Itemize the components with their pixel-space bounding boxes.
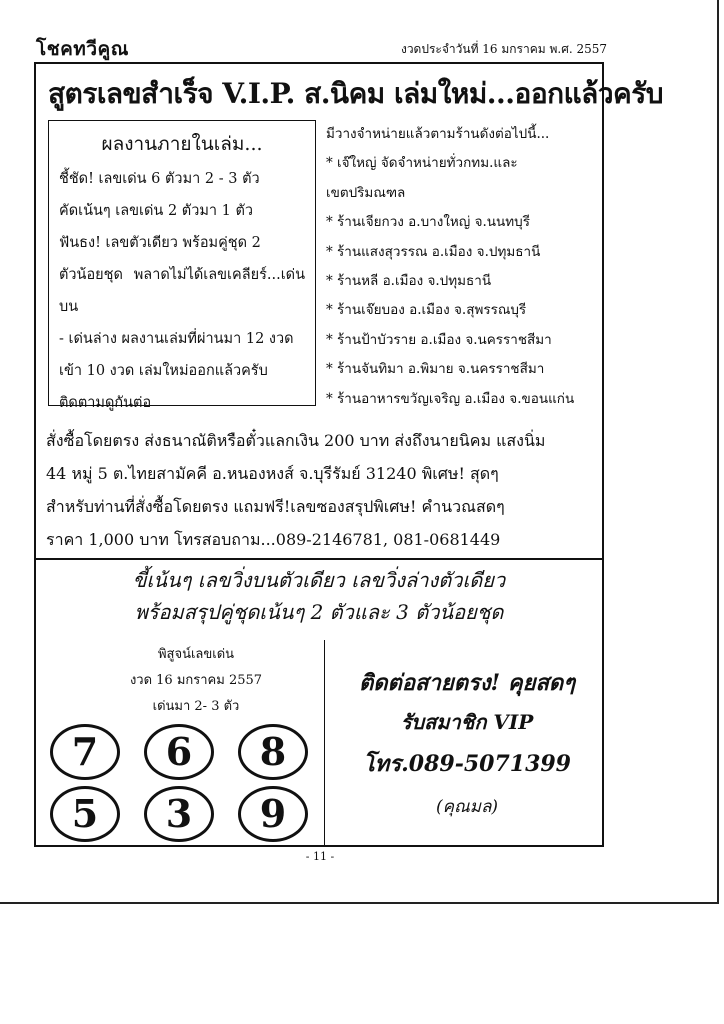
agent-line: * ร้านหลี อ.เมือง จ.ปทุมธานี bbox=[326, 273, 492, 290]
number-circle: 3 bbox=[144, 786, 214, 842]
results-heading: ผลงานภายในเล่ม... bbox=[101, 133, 263, 155]
order-line: สั่งซื้อโดยตรง ส่งธนาณัติหรือตั๋วแลกเงิน 200 บาท ส่งถึงนายนิคม แสงนิ่ม bbox=[46, 431, 546, 450]
column-divider bbox=[324, 640, 325, 845]
results-text bbox=[49, 159, 315, 419]
advert-frame bbox=[34, 62, 664, 847]
contact-headline: ติดต่อสายตรง! คุยสดๆ bbox=[358, 670, 576, 696]
agent-line: * ร้านอาหารขวัญเจริญ อ.เมือง จ.ขอนแก่น bbox=[326, 390, 575, 407]
number-circle: 5 bbox=[50, 786, 120, 842]
results-line: ตัวน้อยชุด พลาดไม่ได้เลขเคลียร์...เด่นบน bbox=[59, 267, 305, 315]
advert-title: สูตรเลขสำเร็จ V.I.P. ส.นิคม เล่มใหม่...ออกแล้วครับ bbox=[48, 77, 664, 110]
draw-date: งวดประจำวันที่ 16 มกราคม พ.ศ. 2557 bbox=[400, 42, 607, 56]
page-number: - 11 - bbox=[305, 850, 335, 863]
order-line: สำหรับท่านที่สั่งซื้อโดยตรง แถมฟรี!เลขซองสรุปพิเศษ! คำนวณสดๆ bbox=[46, 497, 505, 516]
section-divider bbox=[36, 558, 602, 560]
results-line: เข้า 10 งวด เล่มใหม่ออกแล้วครับ bbox=[59, 363, 268, 379]
order-line: ราคา 1,000 บาท โทรสอบถาม...089-2146781, 081-0681449 bbox=[46, 530, 501, 549]
promo-line: ขี้เน้นๆ เลขวิ่งบนตัวเดียว เลขวิ่งล่างตัวเดียว bbox=[132, 568, 506, 592]
proof-draw: งวด 16 มกราคม 2557 bbox=[129, 673, 263, 688]
order-line: 44 หมู่ 5 ต.ไทยสามัคคี อ.หนองหงส์ จ.บุรีรัมย์ 31240 พิเศษ! สุดๆ bbox=[46, 464, 499, 483]
results-line: ฟันธง! เลขตัวเดียว พร้อมคู่ชุด 2 bbox=[59, 235, 261, 251]
agent-line: * ร้านแสงสุวรรณ อ.เมือง จ.ปทุมธานี bbox=[326, 243, 541, 260]
results-line: คัดเน้นๆ เลขเด่น 2 ตัวมา 1 ตัว bbox=[59, 203, 254, 219]
proof-block bbox=[96, 642, 296, 720]
agent-line: เขตปริมณฑล bbox=[326, 184, 406, 201]
contact-block bbox=[336, 664, 598, 828]
number-circle: 7 bbox=[50, 724, 120, 780]
agent-line: * เจ๊ใหญ่ จัดจำหน่ายทั่วกทม.และ bbox=[326, 155, 518, 172]
results-line: - เด่นล่าง ผลงานเล่มที่ผ่านมา 12 งวด bbox=[59, 331, 294, 347]
contact-membership: รับสมาชิก VIP bbox=[400, 710, 534, 734]
results-box bbox=[48, 120, 316, 411]
agents-list bbox=[326, 120, 598, 414]
agent-line: * ร้านจันทิมา อ.พิมาย จ.นครราชสีมา bbox=[326, 361, 545, 378]
contact-phone: โทร.089-5071399 bbox=[362, 751, 571, 777]
agent-line: * ร้านเจียกวง อ.บางใหญ่ จ.นนทบุรี bbox=[326, 214, 530, 231]
number-circle: 6 bbox=[144, 724, 214, 780]
order-info bbox=[46, 424, 598, 556]
promo-line: พร้อมสรุปคู่ชุดเน้นๆ 2 ตัวและ 3 ตัวน้อยชุด bbox=[134, 600, 504, 624]
number-circle: 9 bbox=[238, 786, 308, 842]
proof-hit: เด่นมา 2- 3 ตัว bbox=[152, 699, 240, 714]
results-line: ติดตามดูกันต่อ bbox=[59, 395, 152, 411]
number-circle: 8 bbox=[238, 724, 308, 780]
results-line: ชี้ชัด! เลขเด่น 6 ตัวมา 2 - 3 ตัว bbox=[59, 171, 260, 187]
brand-name: โชคทวีคูณ bbox=[36, 38, 129, 60]
agent-line: * ร้านเจ๊ยบอง อ.เมือง จ.สุพรรณบุรี bbox=[326, 302, 527, 319]
contact-name: (คุณมล) bbox=[435, 797, 499, 817]
promo-block bbox=[36, 564, 602, 628]
agent-line: มีวางจำหน่ายแล้วตามร้านดังต่อไปนี้... bbox=[326, 126, 550, 142]
proof-heading: พิสูจน์เลขเด่น bbox=[157, 647, 235, 662]
agent-line: * ร้านป้าบัวราย อ.เมือง จ.นครราชสีมา bbox=[326, 331, 552, 348]
